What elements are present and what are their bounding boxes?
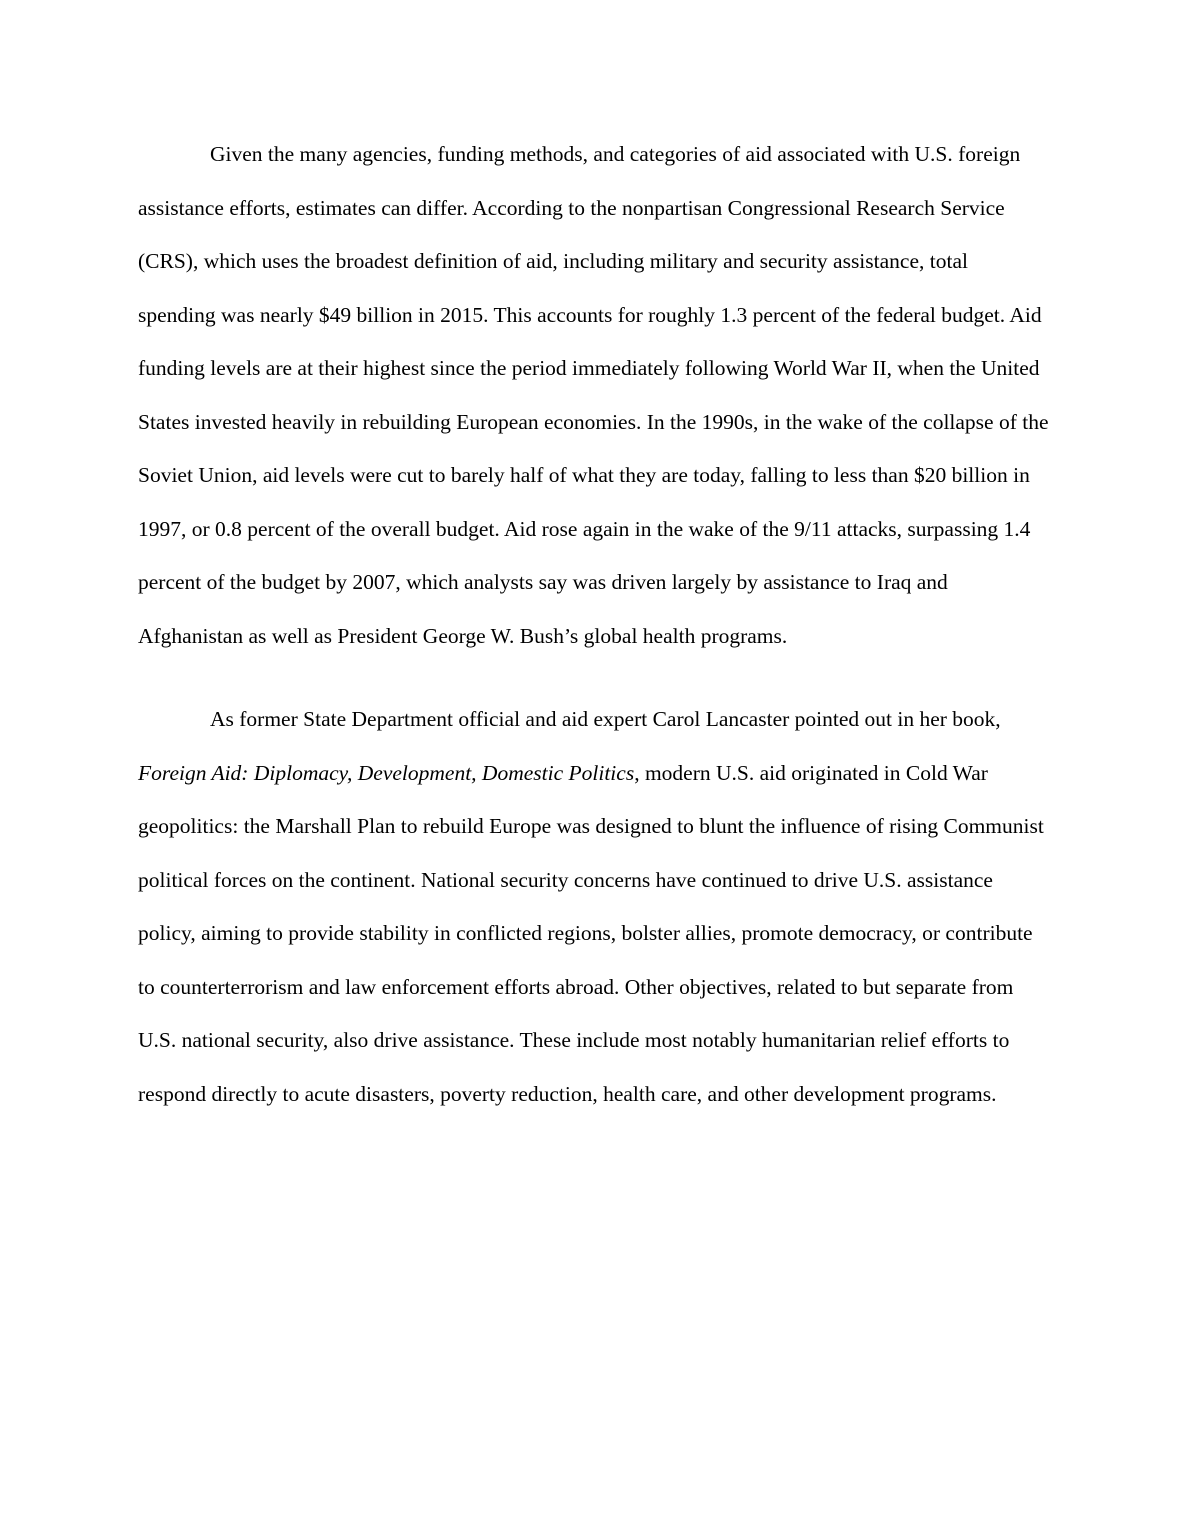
book-title-citation: Foreign Aid: Diplomacy, Development, Domestic Politics [138, 760, 635, 785]
paragraph-1-text: Given the many agencies, funding methods, and categories of aid associated with U.S. foreign assistance efforts, estimates can differ. According to the nonpartisan Congressional Research Service (CRS), which uses the broadest definition of aid, including military and security assistance, total spending was nearly $49 billion in 2015. This accounts for roughly 1.3 percent of the federal budget. Aid funding levels are at their highest since the period immediately following World War II, when the United States invested heavily in rebuilding European economies. In the 1990s, in the wake of the collapse of the Soviet Union, aid levels were cut to barely half of what they are today, falling to less than $20 billion in 1997, or 0.8 percent of the overall budget. Aid rose again in the wake of the 9/11 attacks, surpassing 1.4 percent of the budget by 2007, which analysts say was driven largely by assistance to Iraq and Afghanistan as well as President George W. Bush’s global health programs. [138, 142, 1049, 648]
paragraph-2 [138, 693, 1050, 1121]
document-body [138, 128, 1050, 1121]
paragraph-2-text-tail: , modern U.S. aid originated in Cold War geopolitics: the Marshall Plan to rebuild Europe was designed to blunt the influence of rising Communist political forces on the continent. National security concerns have continued to drive U.S. assistance policy, aiming to provide stability in conflicted regions, bolster allies, promote democracy, or contribute to counterterrorism and law enforcement efforts abroad. Other objectives, related to but separate from U.S. national security, also drive assistance. These include most notably humanitarian relief efforts to respond directly to acute disasters, poverty reduction, health care, and other development programs. [138, 760, 1044, 1106]
paragraph-2-text-lead: As former State Department official and aid expert Carol Lancaster pointed out in her book, [210, 707, 1001, 731]
paragraph-1 [138, 128, 1050, 663]
